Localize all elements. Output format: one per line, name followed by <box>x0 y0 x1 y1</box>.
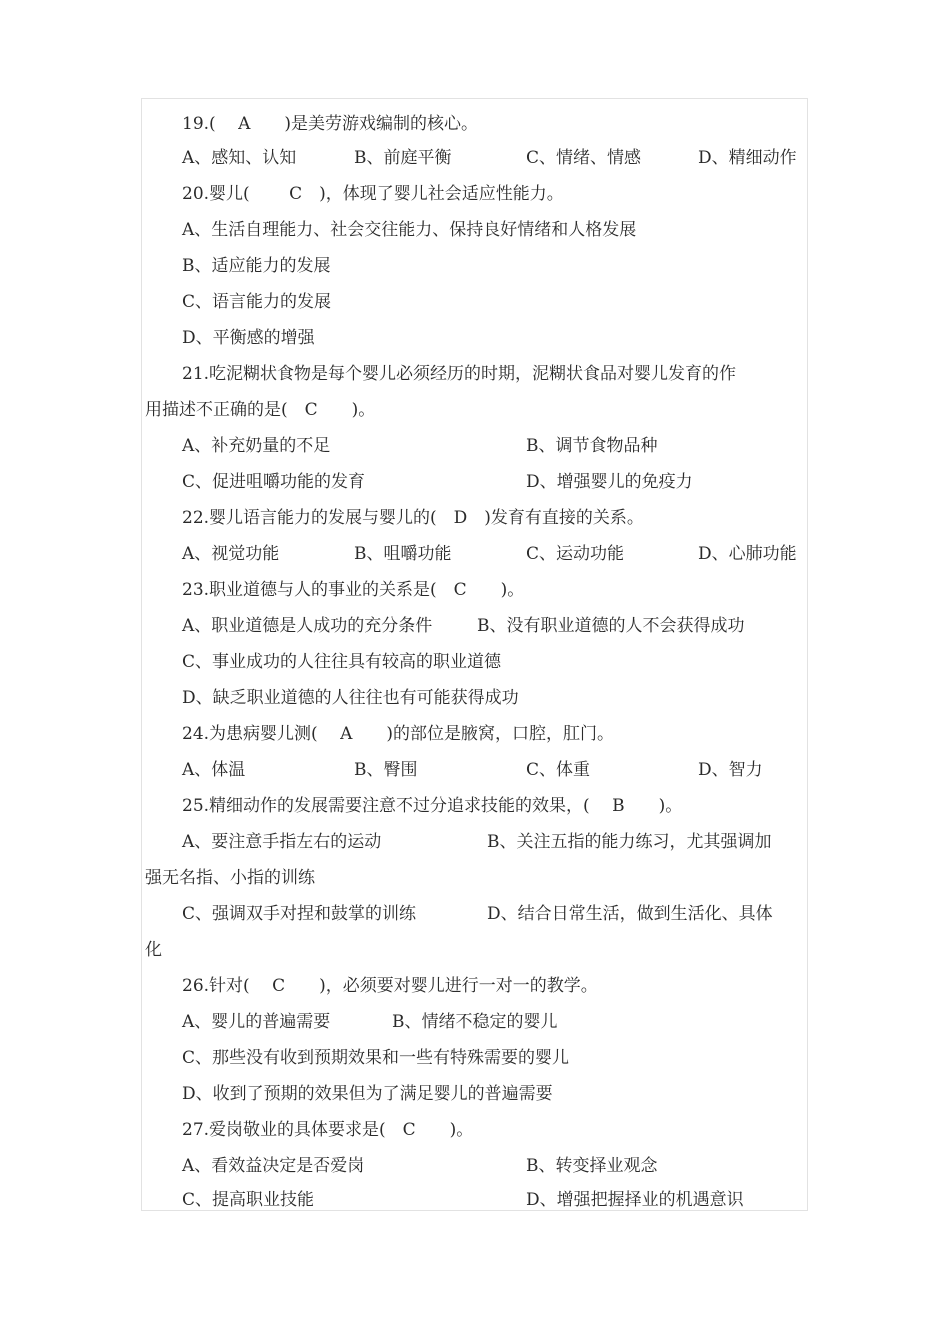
option-25-c: C、强调双手对捏和鼓掌的训练 <box>182 904 417 924</box>
option-21-d: D、增强婴儿的免疫力 <box>526 472 693 492</box>
option-23-d: D、缺乏职业道德的人往往也有可能获得成功 <box>182 688 519 708</box>
question-22: 22.婴儿语言能力的发展与婴儿的( D )发育有直接的关系。 <box>182 508 644 528</box>
option-25-d: D、结合日常生活，做到生活化、具体 <box>487 904 773 924</box>
option-22-a: A、视觉功能 <box>182 544 280 564</box>
option-20-d: D、平衡感的增强 <box>182 328 315 348</box>
option-20-c: C、语言能力的发展 <box>182 292 332 312</box>
question-23: 23.职业道德与人的事业的关系是( C )。 <box>182 580 525 600</box>
option-21-c: C、促进咀嚼功能的发育 <box>182 472 366 492</box>
option-23-a: A、职业道德是人成功的充分条件 <box>182 616 433 636</box>
option-22-c: C、运动功能 <box>526 544 625 564</box>
question-21-line-1: 21.吃泥糊状食物是每个婴儿必须经历的时期，泥糊状食品对婴儿发育的作 <box>182 364 737 384</box>
option-27-b: B、转变择业观念 <box>526 1156 658 1176</box>
question-20: 20.婴儿( C )，体现了婴儿社会适应性能力。 <box>182 184 564 204</box>
option-27-d: D、增强把握择业的机遇意识 <box>526 1190 744 1210</box>
option-19-b: B、前庭平衡 <box>354 148 452 168</box>
option-22-d: D、心肺功能 <box>698 544 797 564</box>
question-27: 27.爱岗敬业的具体要求是( C )。 <box>182 1120 474 1140</box>
option-23-b: B、没有职业道德的人不会获得成功 <box>477 616 745 636</box>
option-22-b: B、咀嚼功能 <box>354 544 452 564</box>
option-24-b: B、臀围 <box>354 760 418 780</box>
option-23-c: C、事业成功的人往往具有较高的职业道德 <box>182 652 502 672</box>
option-25-a: A、要注意手指左右的运动 <box>182 832 382 852</box>
option-20-a: A、生活自理能力、社会交往能力、保持良好情绪和人格发展 <box>182 220 637 240</box>
option-26-c: C、那些没有收到预期效果和一些有特殊需要的婴儿 <box>182 1048 570 1068</box>
option-26-a: A、婴儿的普遍需要 <box>182 1012 331 1032</box>
option-26-d: D、收到了预期的效果但为了满足婴儿的普遍需要 <box>182 1084 553 1104</box>
option-24-a: A、体温 <box>182 760 246 780</box>
option-25-d-cont: 化 <box>145 940 162 960</box>
option-27-c: C、提高职业技能 <box>182 1190 315 1210</box>
option-27-a: A、看效益决定是否爱岗 <box>182 1156 365 1176</box>
option-19-d: D、精细动作 <box>698 148 797 168</box>
option-24-c: C、体重 <box>526 760 591 780</box>
option-25-b-cont: 强无名指、小指的训练 <box>145 868 315 888</box>
option-24-d: D、智力 <box>698 760 763 780</box>
option-25-b: B、关注五指的能力练习，尤其强调加 <box>487 832 772 852</box>
question-25: 25.精细动作的发展需要注意不过分追求技能的效果，( B )。 <box>182 796 683 816</box>
question-19: 19.( A )是美劳游戏编制的核心。 <box>182 114 478 134</box>
option-20-b: B、适应能力的发展 <box>182 256 331 276</box>
option-26-b: B、情绪不稳定的婴儿 <box>392 1012 558 1032</box>
question-21-line-2: 用描述不正确的是( C )。 <box>145 400 376 420</box>
question-26: 26.针对( C )，必须要对婴儿进行一对一的教学。 <box>182 976 598 996</box>
question-24: 24.为患病婴儿测( A )的部位是腋窝，口腔，肛门。 <box>182 724 614 744</box>
option-21-b: B、调节食物品种 <box>526 436 658 456</box>
option-19-c: C、情绪、情感 <box>526 148 642 168</box>
option-21-a: A、补充奶量的不足 <box>182 436 331 456</box>
option-19-a: A、感知、认知 <box>182 148 297 168</box>
